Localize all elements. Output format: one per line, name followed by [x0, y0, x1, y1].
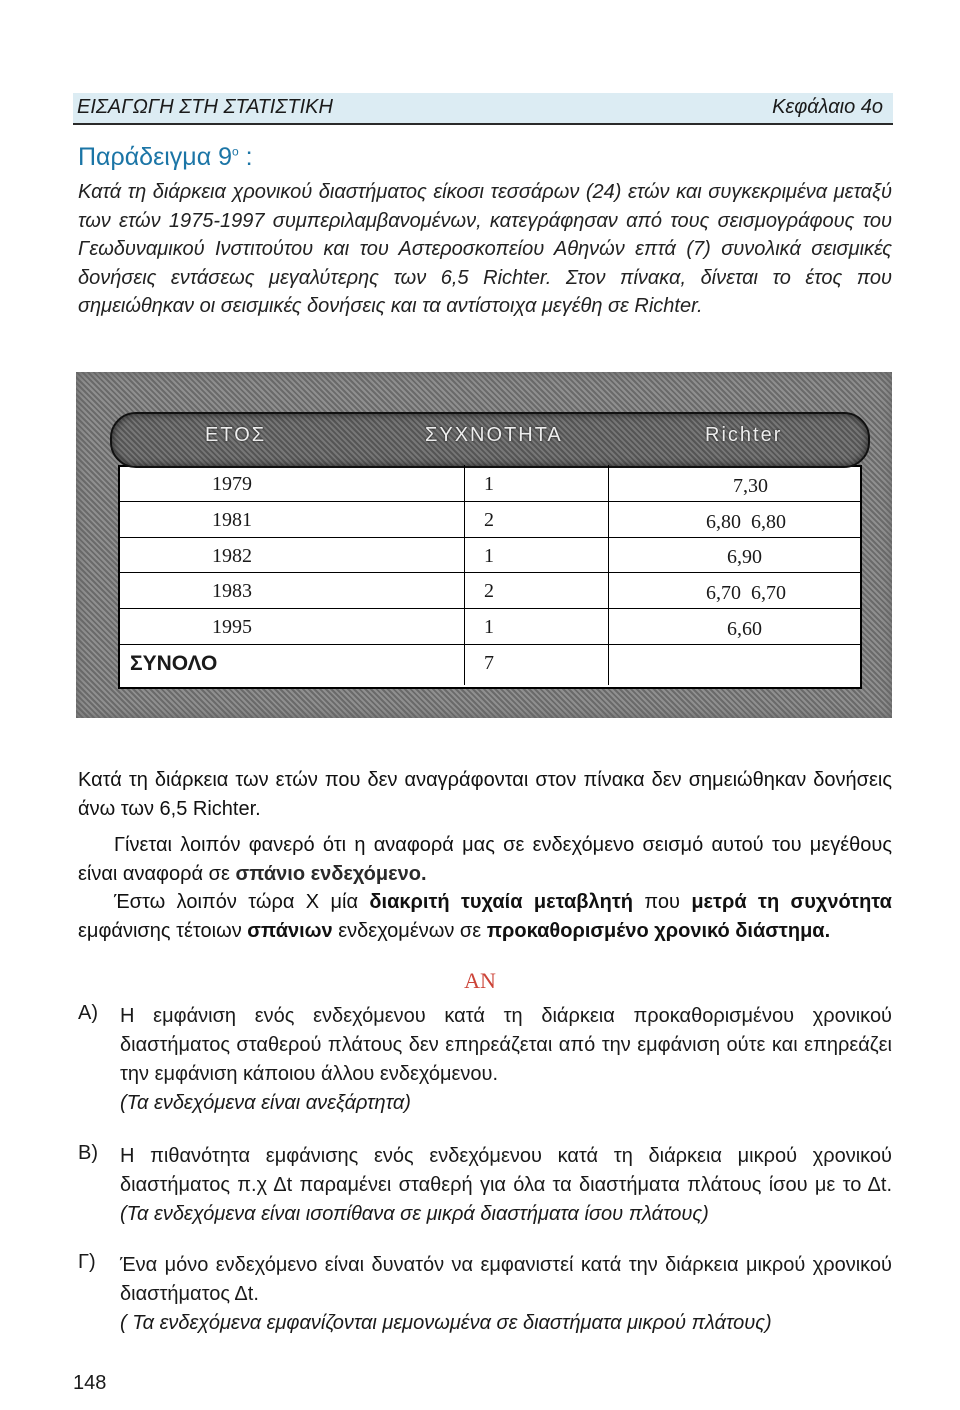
grid-line	[118, 537, 860, 538]
paragraph-2-text: Γίνεται λοιπόν φανερό ότι η αναφορά μας σε ενδεχόμενο σεισμό αυτού του μεγέθους είναι αναφορά σε	[78, 834, 892, 885]
grid-line	[118, 608, 860, 609]
item-label-b: Β)	[78, 1142, 98, 1164]
cell-frequency: 1	[484, 616, 494, 638]
paragraph-3-emphasis: μετρά τη συχνότητα	[691, 891, 892, 913]
example-title-text: Παράδειγμα 9	[78, 143, 233, 171]
grid-line	[608, 465, 609, 685]
condition-heading: ΑΝ	[464, 968, 496, 993]
item-label-c: Γ)	[78, 1251, 96, 1273]
item-label-a: Α)	[78, 1002, 98, 1024]
paragraph-2	[78, 831, 892, 889]
grid-line	[118, 501, 860, 502]
example-title-suffix: :	[238, 143, 253, 171]
item-text-b	[120, 1142, 892, 1229]
cell-year: 1983	[212, 580, 252, 602]
item-note-a: (Τα ενδεχόμενα είναι ανεξάρτητα)	[120, 1092, 411, 1114]
cell-frequency: 1	[484, 545, 494, 567]
cell-richter: 6,90	[727, 546, 762, 568]
header-frequency: ΣΥΧΝΟΤΗΤΑ	[425, 424, 563, 446]
paragraph-1: Κατά τη διάρκεια των ετών που δεν αναγράφονται στον πίνακα δεν σημειώθηκαν δονήσεις άνω των 6,5 Richter.	[78, 769, 892, 820]
cell-richter: 6,60	[727, 618, 762, 640]
item-text-b-body: Η πιθανότητα εμφάνισης ενός ενδεχόμενου κατά τη διάρκεια μικρού χρονικού διαστήματος π.χ Δt παραμένει σταθερή για όλα τα διαστήματα πλάτους ίσου με το Δt.	[120, 1145, 892, 1196]
example-title	[78, 143, 253, 172]
grid-line	[118, 644, 860, 645]
cell-frequency: 1	[484, 473, 494, 495]
cell-richter: 6,70 6,70	[706, 582, 786, 604]
example-title-sup: ο	[232, 144, 239, 159]
cell-total-frequency: 7	[484, 652, 494, 674]
cell-year: 1979	[212, 473, 252, 495]
header-book-title: ΕΙΣΑΓΩΓΗ ΣΤΗ ΣΤΑΤΙΣΤΙΚΗ	[77, 96, 333, 118]
item-text-c-body: Ένα μόνο ενδεχόμενο είναι δυνατόν να εμφανιστεί κατά την διάρκεια μικρού χρονικού διαστήματος Δt.	[120, 1254, 892, 1305]
item-note-b: (Τα ενδεχόμενα είναι ισοπίθανα σε μικρά διαστήματα ίσου πλάτους)	[120, 1203, 709, 1225]
cell-richter: 6,80 6,80	[706, 511, 786, 533]
cell-year: 1995	[212, 616, 252, 638]
grid-line	[118, 572, 860, 573]
item-note-c: ( Τα ενδεχόμενα εμφανίζονται μεμονωμένα σε διαστήματα μικρού πλάτους)	[120, 1312, 772, 1334]
page-header	[73, 93, 893, 125]
header-year: ΕΤΟΣ	[205, 424, 267, 446]
item-text-a	[120, 1002, 892, 1118]
paragraph-2-emphasis: σπάνιο ενδεχόμενο.	[235, 863, 427, 885]
cell-richter: 7,30	[733, 475, 768, 497]
paragraph-3-text: Έστω λοιπόν τώρα Χ μία	[114, 891, 370, 913]
paragraph-3-emphasis: σπάνιων	[247, 920, 333, 942]
example-intro: Κατά τη διάρκεια χρονικού διαστήματος είκοσι τεσσάρων (24) ετών και συγκεκριμένα μεταξύ των ετών 1975-1997 συμπεριλαμβανομένων, κατεγράφησαν από τους σεισμογράφους του Γεωδυναμικού Ινστιτούτου και του Αστεροσκοπείου Αθηνών επτά (7) συνολικά σεισμικές δονήσεις εντάσεως μεγαλύτερης των 6,5 Richter. Στον πίνακα, δίνεται το έτος που σημειώθηκαν οι σεισμικές δονήσεις και τα αντίστοιχα μεγέθη σε Richter.	[78, 181, 892, 317]
cell-total-label: ΣΥΝΟΛΟ	[130, 652, 218, 675]
paragraph-3	[78, 888, 892, 946]
header-chapter: Κεφάλαιο 4ο	[772, 96, 883, 118]
paragraph-3-text: εμφάνισης τέτοιων	[78, 920, 248, 942]
item-text-c	[120, 1251, 892, 1338]
header-richter: Richter	[705, 424, 783, 446]
paragraph-3-text: που	[632, 891, 692, 913]
cell-year: 1981	[212, 509, 252, 531]
paragraph-3-text: ενδεχομένων σε	[332, 920, 487, 942]
cell-frequency: 2	[484, 509, 494, 531]
cell-frequency: 2	[484, 580, 494, 602]
paragraph-3-emphasis: διακριτή τυχαία μεταβλητή	[369, 891, 633, 913]
page-number: 148	[73, 1372, 107, 1394]
item-text-a-body: Η εμφάνιση ενός ενδεχόμενου κατά τη διάρκεια προκαθορισμένου χρονικού διαστήματος σταθερού πλάτους δεν επηρεάζεται από την εμφάνιση ούτε και επηρεάζει την εμφάνιση κάποιου άλλου ενδεχόμενου.	[120, 1005, 892, 1085]
grid-line	[464, 465, 465, 685]
paragraph-3-emphasis: προκαθορισμένο χρονικό διάστημα.	[486, 920, 831, 942]
cell-year: 1982	[212, 545, 252, 567]
